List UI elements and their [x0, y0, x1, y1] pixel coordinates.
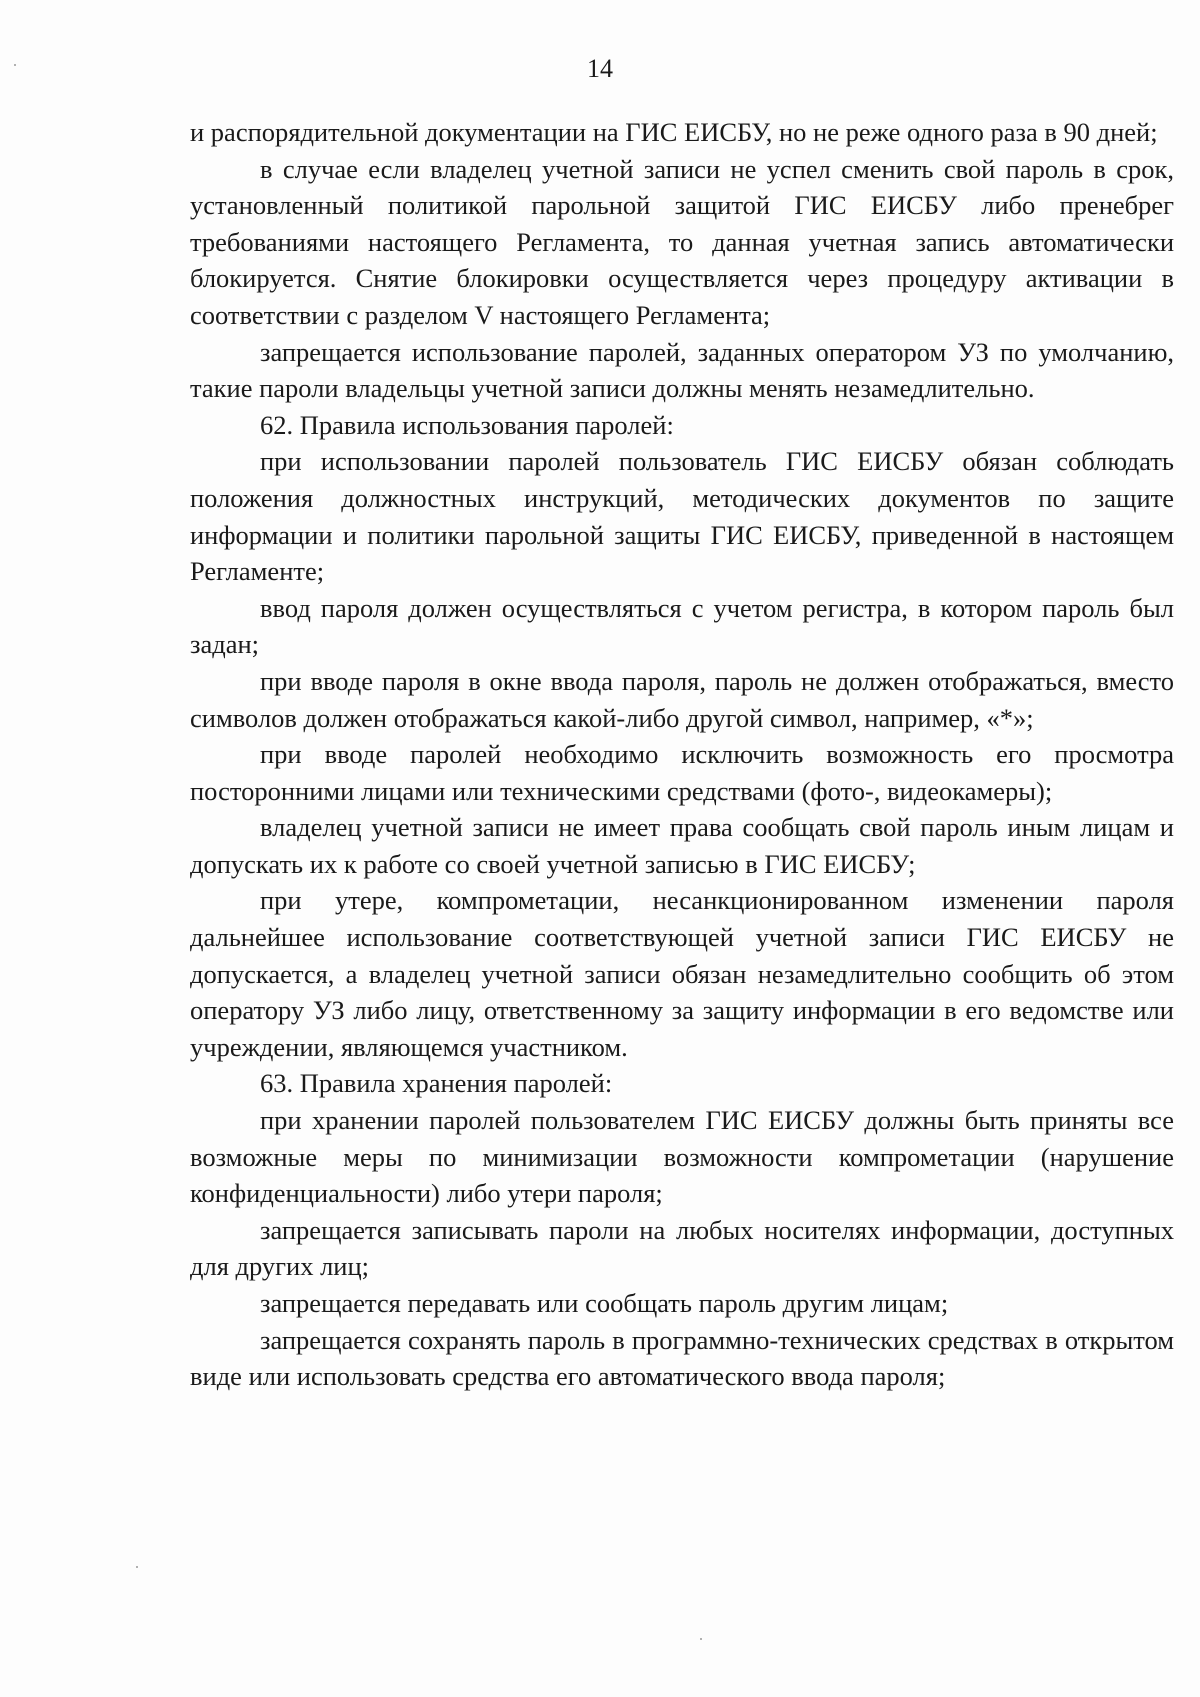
page-number: 14	[587, 54, 613, 83]
paragraph: и распорядительной документации на ГИС ЕИСБУ, но не реже одного раза в 90 дней;	[190, 117, 1158, 147]
paragraph: запрещается записывать пароли на любых носителях информации, доступных для других лиц;	[190, 1214, 1174, 1282]
paragraph: запрещается использование паролей, заданных оператором УЗ по умолчанию, такие пароли владельцы учетной записи должны менять незамедлительно.	[190, 336, 1174, 404]
paragraph: при утере, компрометации, несанкционированном изменении пароля дальнейшее использование соответствующей учетной записи ГИС ЕИСБУ не допускается, а владелец учетной записи обязан незамедлительно сообщить об этом оператору УЗ либо лицу, ответственному за защиту информации в его ведомстве или учреждении, являющемся участником.	[190, 885, 1174, 1062]
paragraph: 62. Правила использования паролей:	[260, 409, 674, 440]
paragraph: в случае если владелец учетной записи не успел сменить свой пароль в срок, установленный политикой парольной защитой ГИС ЕИСБУ либо пренебрег требованиями настоящего Регламента, то данная учетная запись автоматически блокируется. Снятие блокировки осуществляется через процедуру активации в соответствии с разделом V настоящего Регламента;	[190, 153, 1174, 330]
paragraph: владелец учетной записи не имеет права сообщать свой пароль иным лицам и допускать их к работе со своей учетной записью в ГИС ЕИСБУ;	[190, 812, 1174, 879]
document-body	[190, 114, 1174, 1395]
paragraph: ввод пароля должен осуществляться с учетом регистра, в котором пароль был задан;	[190, 592, 1174, 660]
scan-speck	[14, 64, 16, 66]
paragraph: при вводе пароля в окне ввода пароля, пароль не должен отображаться, вместо символов должен отображаться какой-либо другой символ, например, «*»;	[190, 665, 1174, 733]
paragraph: при использовании паролей пользователь ГИС ЕИСБУ обязан соблюдать положения должностных инструкций, методических документов по защите информации и политики парольной защиты ГИС ЕИСБУ, приведенной в настоящем Регламенте;	[190, 446, 1174, 587]
paragraph: запрещается передавать или сообщать пароль другим лицам;	[260, 1288, 949, 1318]
paragraph: при вводе паролей необходимо исключить возможность его просмотра посторонними лицами или техническими средствами (фото-, видеокамеры);	[190, 739, 1174, 806]
paragraph: при хранении паролей пользователем ГИС ЕИСБУ должны быть приняты все возможные меры по минимизации возможности компрометации (нарушение конфиденциальности) либо утери пароля;	[190, 1105, 1174, 1209]
paragraph: запрещается сохранять пароль в программно-технических средствах в открытом виде или использовать средства его автоматического ввода пароля;	[190, 1324, 1174, 1392]
paragraph: 63. Правила хранения паролей:	[260, 1068, 613, 1099]
scan-speck	[700, 1638, 702, 1640]
scan-speck	[136, 1566, 138, 1568]
